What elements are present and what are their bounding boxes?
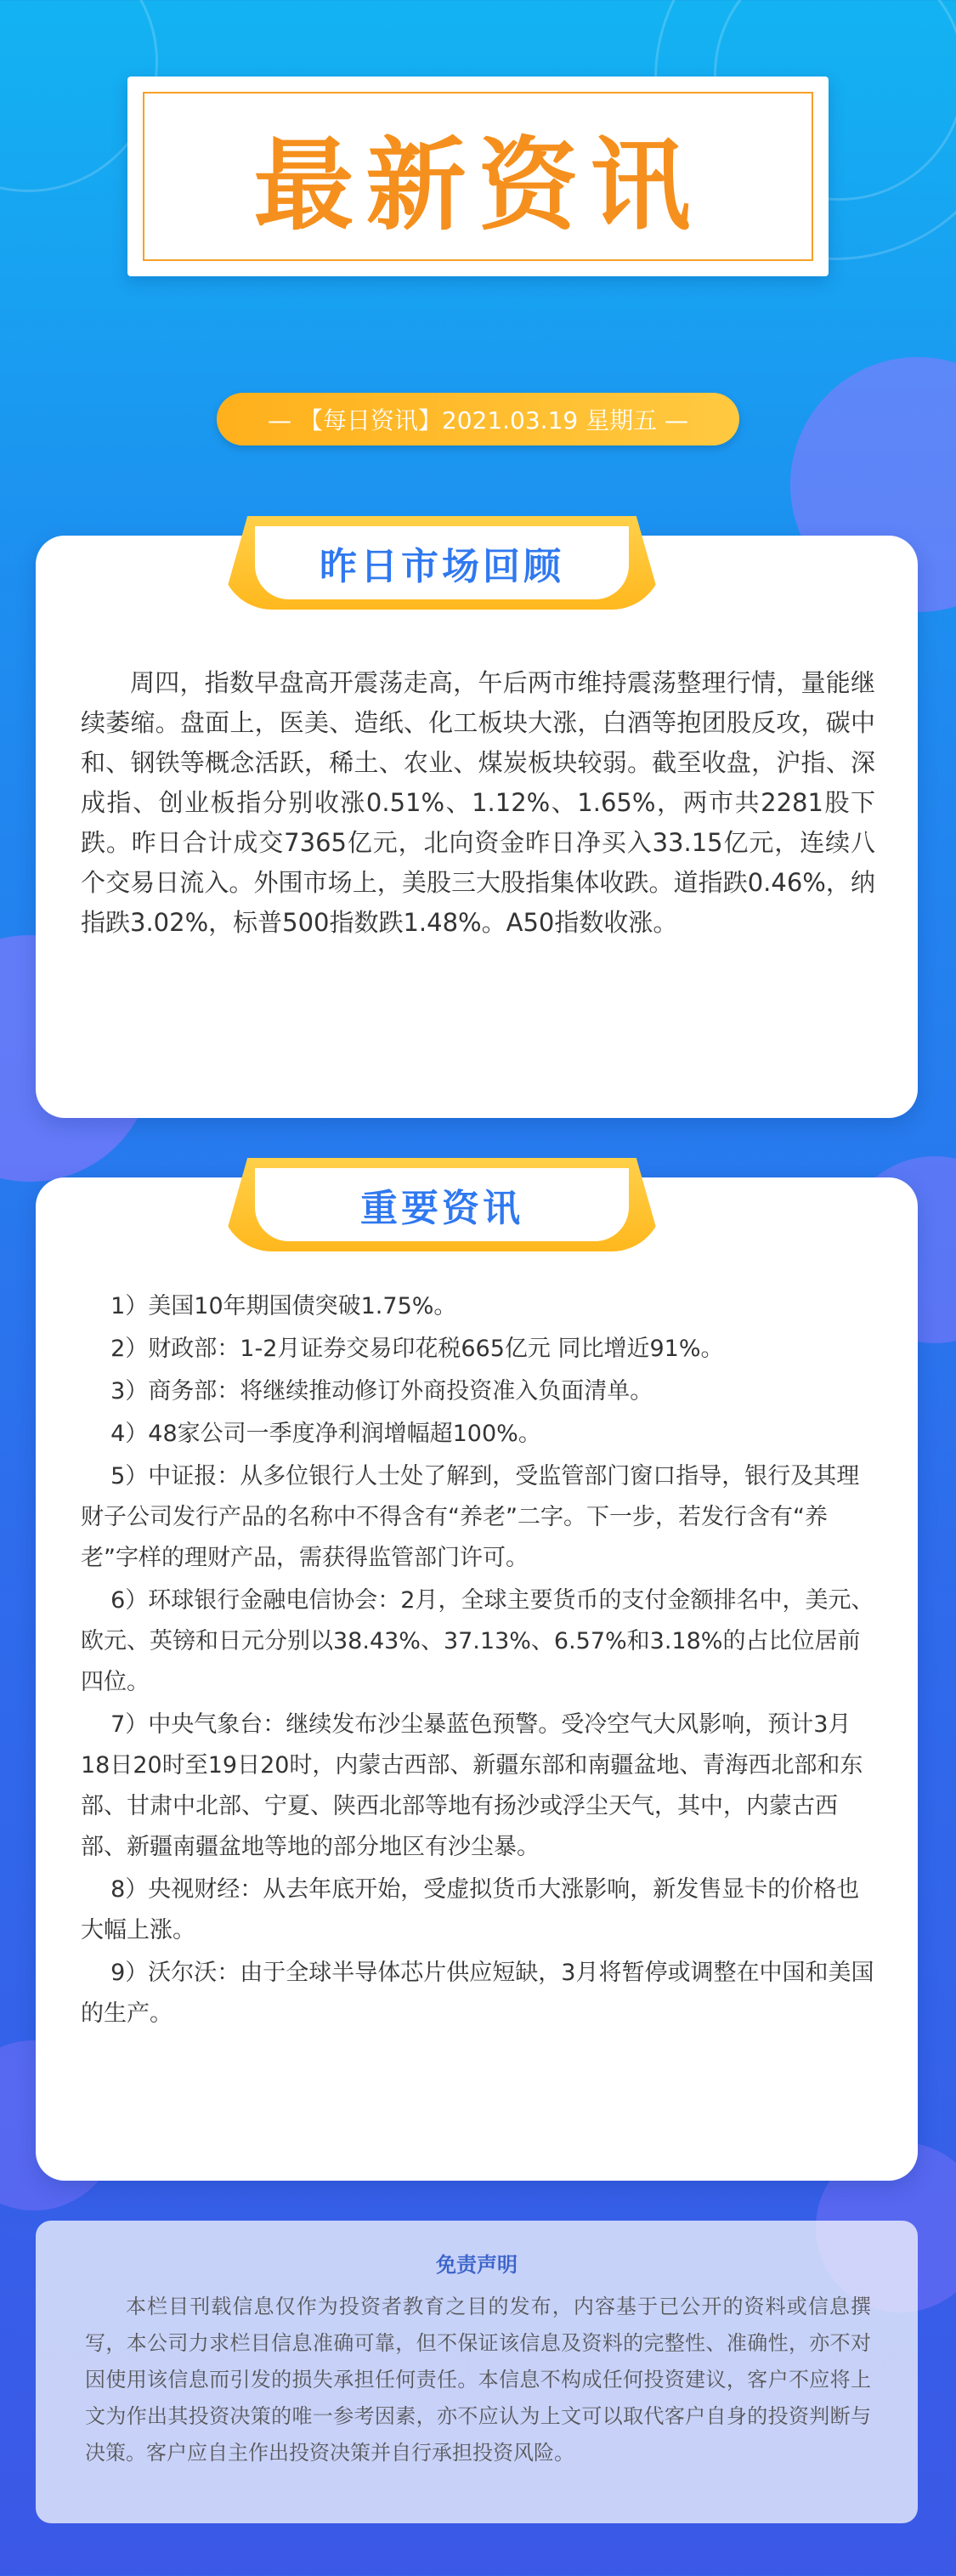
market-review-text: 周四，指数早盘高开震荡走高，午后两市维持震荡整理行情，量能继续萎缩。盘面上，医美、造纸、化工板块大涨，白酒等抱团股反攻，碳中和、钢铁等概念活跃，稀土、农业、煤炭板块较弱。截至收盘，沪指、深成指、创业板指分别收涨0.51%、1.12%、1.65%，两市共2281股下跌。昨日合计成交7365亿元，北向资金昨日净买入33.15亿元，连续八个交易日流入。外围市场上，美股三大股指集体收跌。道指跌0.46%，纳指跌3.02%，标普500指数跌1.48%。A50指数收涨。 [81,668,875,937]
list-item: 6）环球银行金融电信协会：2月，全球主要货币的支付金额排名中，美元、欧元、英镑和日元分别以38.43%、37.13%、6.57%和3.18%的占比位居前四位。 [81,1587,874,1695]
list-item: 2）财政部：1-2月证券交易印花税665亿元 同比增近91%。 [110,1336,724,1362]
date-badge: — 【每日资讯】2021.03.19 星期五 — [217,393,739,445]
disclaimer-title: 免责声明 [436,2253,518,2277]
list-item: 4）48家公司一季度净利润增幅超100%。 [110,1421,541,1447]
title-border [143,92,813,261]
news-heading: 重要资讯 [255,1168,629,1241]
market-review-heading: 昨日市场回顾 [255,526,629,599]
page-title: 最新资讯 [253,126,703,244]
list-item: 8）央视财经：从去年底开始，受虚拟货币大涨影响，新发售显卡的价格也大幅上涨。 [81,1876,860,1943]
list-item: 9）沃尔沃：由于全球半导体芯片供应短缺，3月将暂停或调整在中国和美国的生产。 [81,1960,874,2027]
disclaimer-box [36,2221,918,2523]
title-banner [127,77,829,276]
list-item: 3）商务部：将继续推动修订外商投资准入负面清单。 [110,1378,653,1404]
news-list [81,1286,875,2036]
list-item: 5）中证报：从多位银行人士处了解到，受监管部门窗口指导，银行及其理财子公司发行产品的名称中不得含有“养老”二字。下一步，若发行含有“养老”字样的理财产品，需获得监管部门许可。 [81,1463,860,1571]
disclaimer-text: 本栏目刊载信息仅作为投资者教育之目的发布，内容基于已公开的资料或信息撰写，本公司力求栏目信息准确可靠，但不保证该信息及资料的完整性、准确性，亦不对因使用该信息而引发的损失承担任何责任。本信息不构成任何投资建议，客户不应将上文为作出其投资决策的唯一参考因素，亦不应认为上文可以取代客户自身的投资判断与决策。客户应自主作出投资决策并自行承担投资风险。 [85,2295,871,2465]
list-item: 1）美国10年期国债突破1.75%。 [110,1293,457,1319]
list-item: 7）中央气象台：继续发布沙尘暴蓝色预警。受冷空气大风影响，预计3月18日20时至19日20时，内蒙古西部、新疆东部和南疆盆地、青海西北部和东部、甘肃中北部、宁夏、陕西北部等地有扬沙或浮尘天气，其中，内蒙古西部、新疆南疆盆地等地的部分地区有沙尘暴。 [81,1711,863,1860]
